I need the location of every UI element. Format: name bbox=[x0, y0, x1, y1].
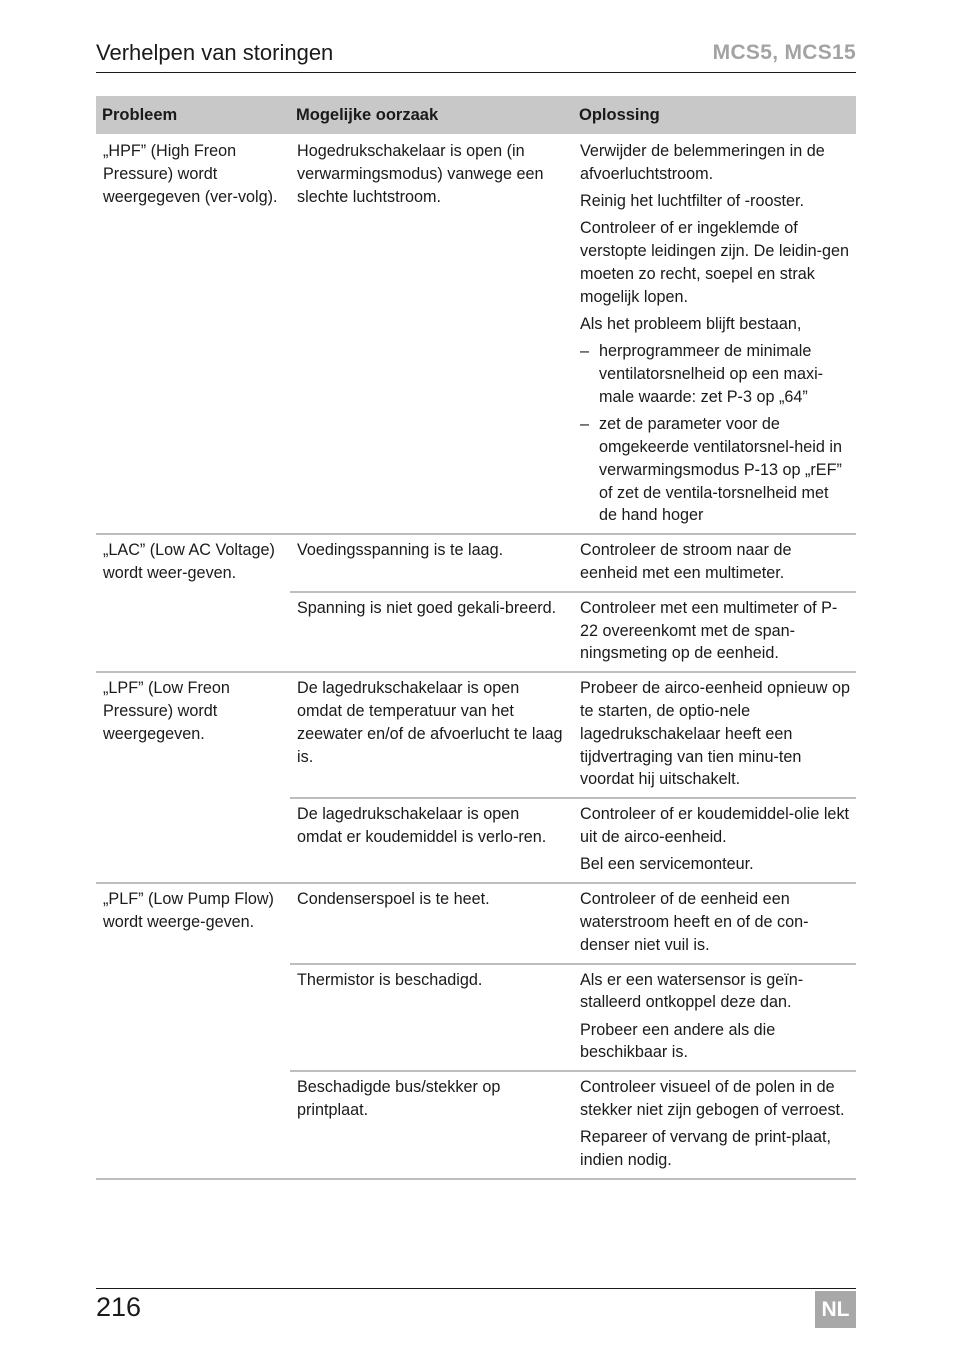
dash-list-item bbox=[580, 413, 850, 527]
dash-list-item bbox=[580, 340, 850, 408]
column-header-problem: Probleem bbox=[96, 96, 290, 134]
table-row bbox=[96, 672, 856, 798]
column-header-solution: Oplossing bbox=[573, 96, 856, 134]
cause-cell: Voedingsspanning is te laag. bbox=[290, 534, 573, 592]
cause-cell: Spanning is niet goed gekali-breerd. bbox=[290, 592, 573, 672]
problem-cell: „LAC” (Low AC Voltage) wordt weer-geven. bbox=[96, 534, 290, 672]
solution-cell bbox=[573, 592, 856, 672]
solution-cell bbox=[573, 534, 856, 592]
solution-text: Verwijder de belemmeringen in de afvoerluchtstroom. bbox=[580, 142, 825, 183]
cause-cell: Condenserspoel is te heet. bbox=[290, 883, 573, 963]
solution-cell bbox=[573, 964, 856, 1072]
table-header-row bbox=[96, 96, 856, 134]
cause-cell: De lagedrukschakelaar is open omdat er koudemiddel is verlo-ren. bbox=[290, 798, 573, 883]
solution-text: Als er een watersensor is geïn-stalleerd ontkoppel deze dan. bbox=[580, 970, 804, 1012]
solution-text: Reinig het luchtfilter of -rooster. bbox=[580, 192, 805, 211]
solution-text: Controleer of de eenheid een waterstroom heeft en of de con-denser niet vuil is. bbox=[580, 890, 809, 954]
footer-divider bbox=[96, 1288, 856, 1289]
cause-cell: De lagedrukschakelaar is open omdat de temperatuur van het zeewater en/of de afvoerlucht te laag is. bbox=[290, 672, 573, 798]
language-badge: NL bbox=[815, 1291, 856, 1328]
solution-text: Probeer de airco-eenheid opnieuw op te starten, de optio-nele lagedrukschakelaar heeft een tijdvertraging van tien minu-ten voordat hij uitschakelt. bbox=[580, 679, 850, 789]
cause-cell: Beschadigde bus/stekker op printplaat. bbox=[290, 1071, 573, 1179]
solution-text: Controleer de stroom naar de eenheid met een multimeter. bbox=[580, 541, 792, 583]
page-number: 216 bbox=[96, 1292, 142, 1322]
solution-text: Bel een servicemonteur. bbox=[580, 855, 754, 874]
dash-item-text: herprogrammeer de minimale ventilatorsnelheid op een maxi-male waarde: zet P-3 op „64” bbox=[599, 342, 824, 406]
model-label: MCS5, MCS15 bbox=[712, 41, 856, 64]
dash-bullet: – bbox=[580, 415, 590, 434]
solution-cell bbox=[573, 672, 856, 798]
solution-text: Controleer of er ingeklemde of verstopte leidingen zijn. De leidin-gen moeten zo recht, soepel en strak mogelijk lopen. bbox=[580, 219, 850, 306]
cause-cell: Thermistor is beschadigd. bbox=[290, 964, 573, 1072]
solution-cell bbox=[573, 1071, 856, 1179]
table-row bbox=[96, 134, 856, 534]
dash-bullet: – bbox=[580, 342, 590, 361]
table-row bbox=[96, 883, 856, 963]
table-row bbox=[96, 534, 856, 592]
troubleshooting-table bbox=[96, 96, 856, 1180]
cause-cell: Hogedrukschakelaar is open (in verwarmingsmodus) vanwege een slechte luchtstroom. bbox=[290, 134, 573, 534]
column-header-cause: Mogelijke oorzaak bbox=[290, 96, 573, 134]
solution-cell bbox=[573, 883, 856, 963]
solution-cell bbox=[573, 134, 856, 534]
solution-text: Controleer visueel of de polen in de stekker niet zijn gebogen of verroest. bbox=[580, 1078, 845, 1119]
problem-cell: „LPF” (Low Freon Pressure) wordt weergegeven. bbox=[96, 672, 290, 883]
page-header bbox=[96, 40, 856, 73]
dash-item-text: zet de parameter voor de omgekeerde ventilatorsnel-heid in verwarmingsmodus P-13 op „rEF” of zet de ventila-torsnelheid met de hand hoger bbox=[599, 415, 842, 525]
solution-cell bbox=[573, 798, 856, 883]
solution-text: Repareer of vervang de print-plaat, indien nodig. bbox=[580, 1128, 832, 1170]
section-title: Verhelpen van storingen bbox=[96, 40, 334, 65]
solution-text: Controleer met een multimeter of P-22 overeenkomt met de span-ningsmeting op de eenheid. bbox=[580, 598, 838, 663]
solution-text: Probeer een andere als die beschikbaar is. bbox=[580, 1020, 776, 1062]
problem-cell: „PLF” (Low Pump Flow) wordt weerge-geven. bbox=[96, 883, 290, 1179]
solution-text: Als het probleem blijft bestaan, bbox=[580, 315, 802, 334]
solution-text: Controleer of er koudemiddel-olie lekt uit de airco-eenheid. bbox=[580, 805, 850, 847]
problem-cell: „HPF” (High Freon Pressure) wordt weergegeven (ver-volg). bbox=[96, 134, 290, 534]
